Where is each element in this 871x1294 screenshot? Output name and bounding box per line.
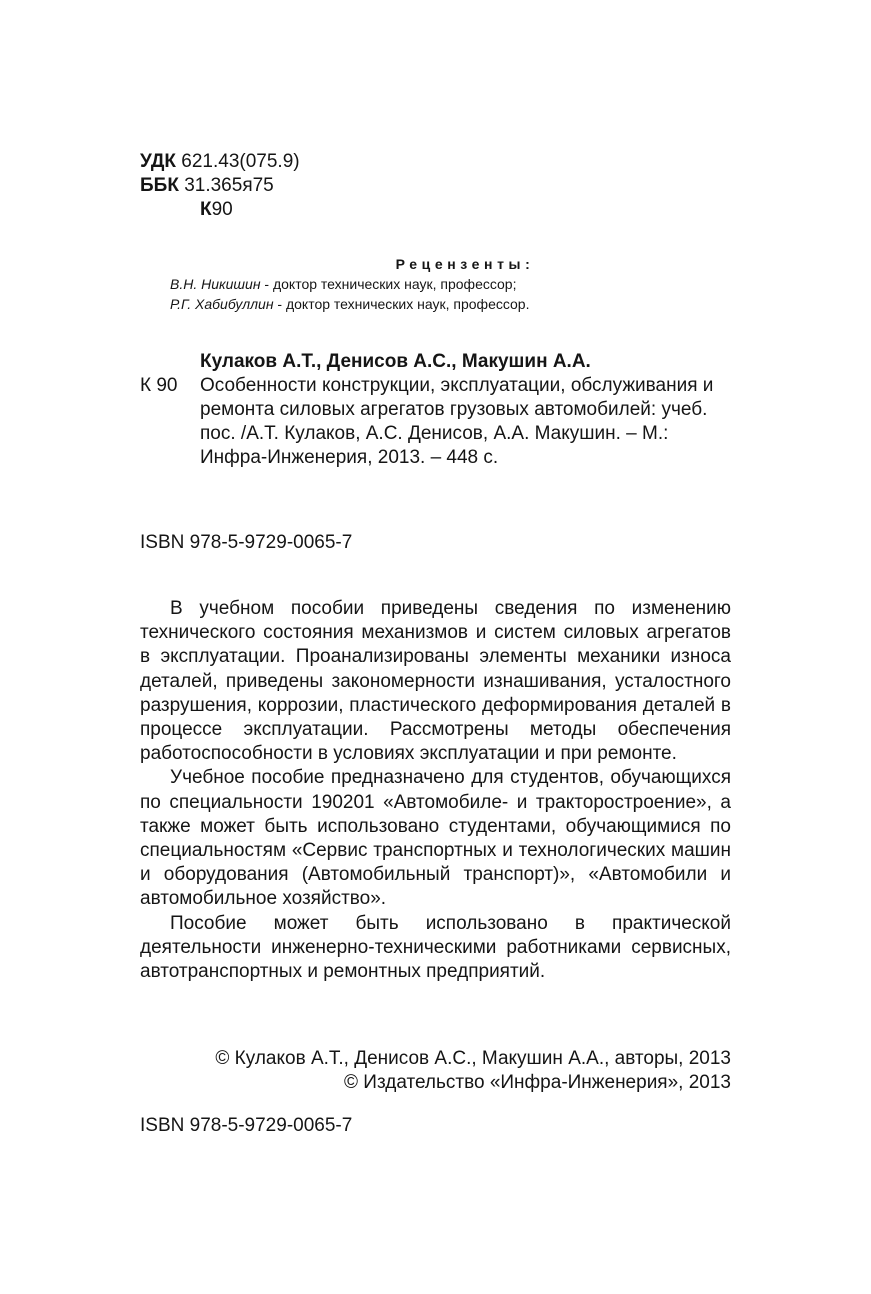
annotation-paragraph: Пособие может быть использовано в практической деятельности инженерно-техническими работниками сервисных, автотранспортных и ремонтных предприятий. xyxy=(140,912,731,983)
entry-authors: Кулаков А.Т., Денисов А.С., Макушин А.А. xyxy=(200,351,591,372)
reviewer-item xyxy=(170,294,730,314)
bbk-label: ББК xyxy=(140,175,179,196)
entry-row xyxy=(140,374,740,470)
isbn-line: ISBN 978-5-9729-0065-7 xyxy=(140,532,353,553)
annotation-paragraph: Учебное пособие предназначено для студентов, обучающихся по специальности 190201 «Автомобиле- и тракторостроение», а также может быть использовано студентами, обучающимися по специальностям «Сервис транспортных и технологических машин и оборудования (Автомобильный транспорт)», «Автомобили и автомобильное хозяйство». xyxy=(140,767,731,910)
annotation-paragraph: В учебном пособии приведены сведения по изменению технического состояния механизмов и систем силовых агрегатов в эксплуатации. Проанализированы элементы механики износа деталей, приведены закономерности изнашивания, усталостного разрушения, коррозии, пластического деформирования деталей в процессе эксплуатации. Рассмотрены методы обеспечения работоспособности в условиях эксплуатации и при ремонте. xyxy=(140,598,731,765)
reviewer-role: - доктор технических наук, профессор; xyxy=(260,276,517,292)
copyright-block xyxy=(140,1047,731,1095)
reviewers-block xyxy=(170,254,730,314)
reviewers-heading: Рецензенты: xyxy=(395,256,535,272)
bbk-line xyxy=(140,174,300,198)
copyright-publisher: © Издательство «Инфра-Инженерия», 2013 xyxy=(344,1072,731,1093)
reviewer-name: Р.Г. Хабибуллин xyxy=(170,296,274,312)
author-mark-number: 90 xyxy=(211,199,233,220)
udk-line xyxy=(140,150,300,174)
classification-block xyxy=(140,150,300,222)
udk-value: 621.43(075.9) xyxy=(176,151,300,172)
copyright-authors: © Кулаков А.Т., Денисов А.С., Макушин А.А., авторы, 2013 xyxy=(215,1048,731,1069)
isbn-line-bottom: ISBN 978-5-9729-0065-7 xyxy=(140,1115,353,1136)
entry-description: Особенности конструкции, эксплуатации, обслуживания и ремонта силовых агрегатов грузовых автомобилей: учеб. пос. /А.Т. Кулаков, А.С. Денисов, А.А. Макушин. – М.: Инфра-Инженерия, 2013. – 448 с. xyxy=(200,375,714,468)
bibliographic-entry xyxy=(140,350,740,470)
author-mark xyxy=(140,198,300,222)
annotation xyxy=(140,597,731,984)
reviewer-name: В.Н. Никишин xyxy=(170,276,261,292)
reviewer-role: - доктор технических наук, профессор. xyxy=(273,296,530,312)
udk-label: УДК xyxy=(140,151,176,172)
entry-code: К 90 xyxy=(140,375,178,396)
reviewer-item xyxy=(170,274,730,294)
author-mark-letter: К xyxy=(200,199,212,220)
bbk-value: 31.365я75 xyxy=(178,175,274,196)
